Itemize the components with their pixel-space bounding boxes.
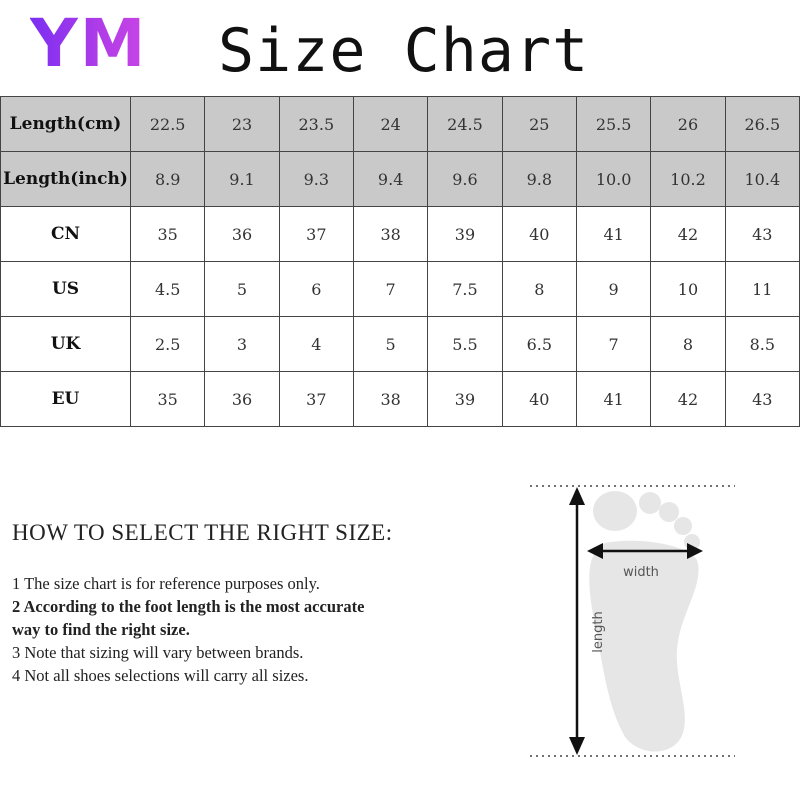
size-row bbox=[1, 372, 800, 427]
size-row bbox=[1, 317, 800, 372]
size-cell: 43 bbox=[725, 372, 799, 427]
size-cell: 10 bbox=[651, 262, 725, 317]
size-cell: 7 bbox=[576, 317, 650, 372]
size-cell: 39 bbox=[428, 207, 502, 262]
size-cell: 26 bbox=[651, 97, 725, 152]
toe-3 bbox=[659, 502, 679, 522]
size-cell: 10.4 bbox=[725, 152, 799, 207]
guide-note-1: 1 The size chart is for reference purposes only. bbox=[12, 574, 320, 593]
size-cell: 9.4 bbox=[353, 152, 427, 207]
size-cell: 9.6 bbox=[428, 152, 502, 207]
length-label: length bbox=[591, 611, 606, 653]
size-cell: 5.5 bbox=[428, 317, 502, 372]
size-cell: 9.3 bbox=[279, 152, 353, 207]
size-cell: 8 bbox=[502, 262, 576, 317]
size-cell: 23 bbox=[205, 97, 279, 152]
size-cell: 22.5 bbox=[131, 97, 205, 152]
size-cell: 24.5 bbox=[428, 97, 502, 152]
width-label: width bbox=[623, 565, 659, 580]
size-cell: 7.5 bbox=[428, 262, 502, 317]
size-cell: 36 bbox=[205, 372, 279, 427]
size-cell: 41 bbox=[576, 207, 650, 262]
size-cell: 37 bbox=[279, 207, 353, 262]
page-title: Size Chart bbox=[218, 16, 590, 86]
size-cell: 25 bbox=[502, 97, 576, 152]
size-cell: 9.1 bbox=[205, 152, 279, 207]
size-cell: 38 bbox=[353, 372, 427, 427]
guide-note-3: 3 Note that sizing will vary between brands. bbox=[12, 643, 304, 662]
brand-logo: YM bbox=[30, 5, 148, 82]
row-label: EU bbox=[1, 372, 131, 427]
size-cell: 38 bbox=[353, 207, 427, 262]
guide-notes bbox=[12, 572, 412, 687]
size-cell: 37 bbox=[279, 372, 353, 427]
size-cell: 40 bbox=[502, 372, 576, 427]
size-cell: 7 bbox=[353, 262, 427, 317]
size-row bbox=[1, 97, 800, 152]
row-label: CN bbox=[1, 207, 131, 262]
size-cell: 26.5 bbox=[725, 97, 799, 152]
size-cell: 2.5 bbox=[131, 317, 205, 372]
size-cell: 10.0 bbox=[576, 152, 650, 207]
size-chart-table bbox=[0, 96, 800, 427]
size-cell: 35 bbox=[131, 207, 205, 262]
row-label: Length(cm) bbox=[1, 97, 131, 152]
size-cell: 25.5 bbox=[576, 97, 650, 152]
size-cell: 5 bbox=[353, 317, 427, 372]
length-arrow-head-bottom bbox=[569, 737, 585, 755]
row-label: UK bbox=[1, 317, 131, 372]
row-label: US bbox=[1, 262, 131, 317]
size-cell: 43 bbox=[725, 207, 799, 262]
size-cell: 8.9 bbox=[131, 152, 205, 207]
size-row bbox=[1, 207, 800, 262]
size-cell: 4.5 bbox=[131, 262, 205, 317]
guide-note-4: 4 Not all shoes selections will carry all sizes. bbox=[12, 666, 309, 685]
size-cell: 9 bbox=[576, 262, 650, 317]
size-cell: 35 bbox=[131, 372, 205, 427]
size-cell: 11 bbox=[725, 262, 799, 317]
size-cell: 42 bbox=[651, 372, 725, 427]
toe-4 bbox=[674, 517, 692, 535]
guide-heading: HOW TO SELECT THE RIGHT SIZE: bbox=[12, 520, 393, 545]
size-cell: 42 bbox=[651, 207, 725, 262]
row-label: Length(inch) bbox=[1, 152, 131, 207]
guide-note-2: 2 According to the foot length is the most accurate way to find the right size. bbox=[12, 597, 365, 639]
size-cell: 24 bbox=[353, 97, 427, 152]
size-cell: 39 bbox=[428, 372, 502, 427]
size-cell: 8 bbox=[651, 317, 725, 372]
size-cell: 9.8 bbox=[502, 152, 576, 207]
size-row bbox=[1, 262, 800, 317]
size-cell: 3 bbox=[205, 317, 279, 372]
big-toe bbox=[593, 491, 637, 531]
size-cell: 8.5 bbox=[725, 317, 799, 372]
size-cell: 10.2 bbox=[651, 152, 725, 207]
size-cell: 41 bbox=[576, 372, 650, 427]
size-cell: 6 bbox=[279, 262, 353, 317]
size-cell: 6.5 bbox=[502, 317, 576, 372]
size-row bbox=[1, 152, 800, 207]
size-cell: 5 bbox=[205, 262, 279, 317]
length-arrow-head-top bbox=[569, 487, 585, 505]
size-cell: 36 bbox=[205, 207, 279, 262]
size-cell: 23.5 bbox=[279, 97, 353, 152]
size-cell: 4 bbox=[279, 317, 353, 372]
size-cell: 40 bbox=[502, 207, 576, 262]
foot-measure-icon bbox=[525, 475, 755, 775]
toe-2 bbox=[639, 492, 661, 514]
